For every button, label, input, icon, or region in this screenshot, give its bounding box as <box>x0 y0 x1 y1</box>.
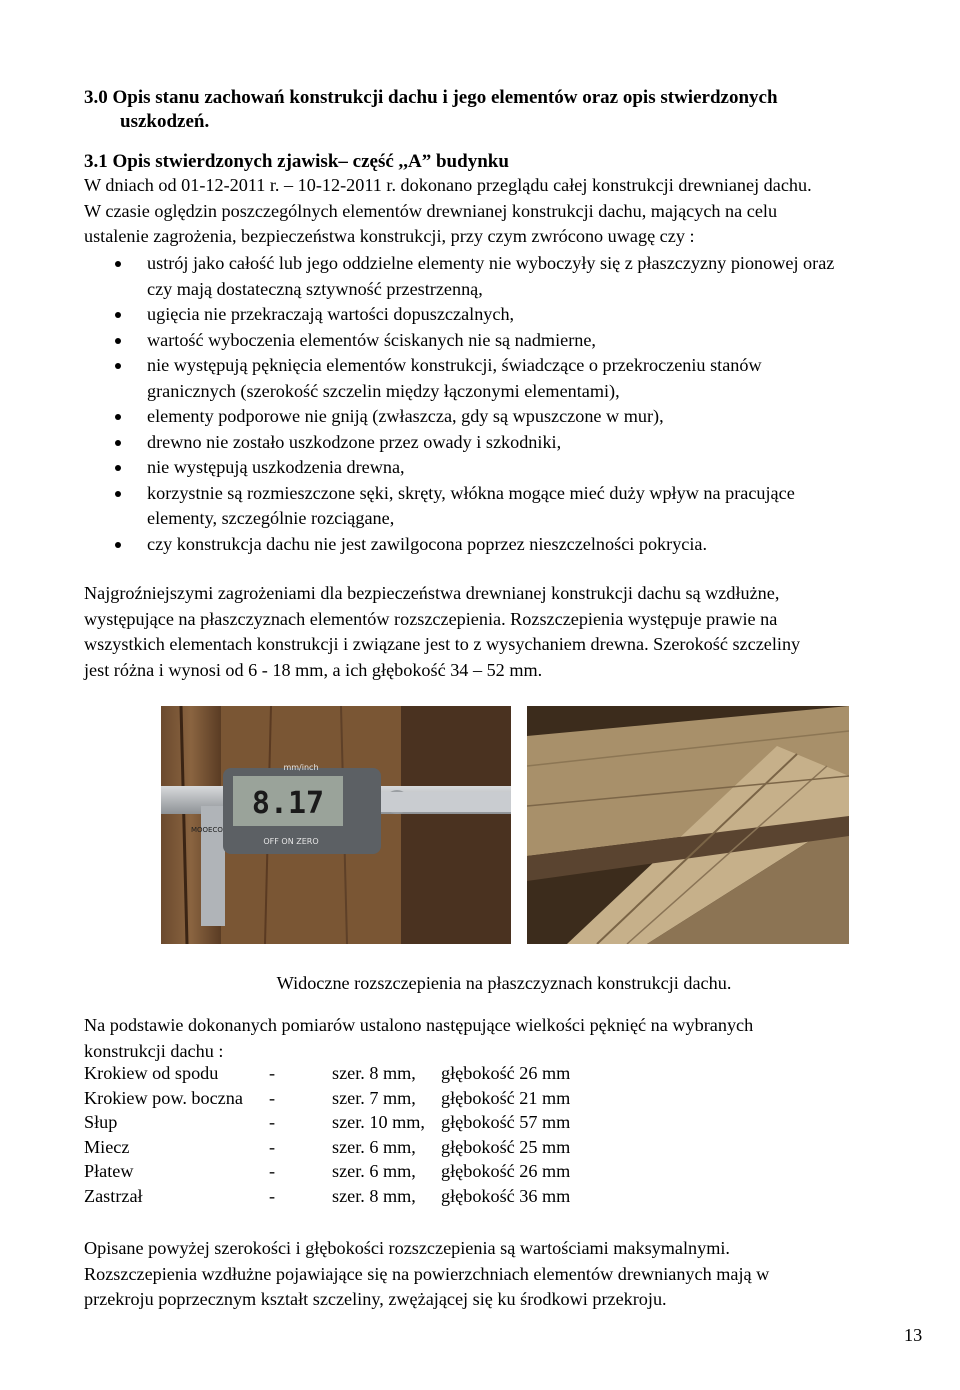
list-item <box>84 532 924 558</box>
para1-line-1: W czasie oględzin poszczególnych elementów drewnianej konstrukcji dachu, mających na celu <box>84 200 778 221</box>
paragraph-line: występujące na płaszczyznach elementów rozszczepienia. Rozszczepienia występuje prawie na <box>84 608 778 629</box>
paragraph-line: Na podstawie dokonanych pomiarów ustalono następujące wielkości pęknięć na wybranych <box>84 1015 754 1035</box>
element-name: Krokiew pow. boczna <box>84 1087 243 1108</box>
bullet-icon <box>115 440 121 446</box>
dash: - <box>269 1112 276 1132</box>
caliper-buttons-label: OFF ON ZERO <box>263 837 319 846</box>
subsection-heading: 3.1 Opis stwierdzonych zjawisk– część ,,A” budynku <box>84 151 509 172</box>
paragraph-line: jest różna i wynosi od 6 - 18 mm, a ich głębokość 34 – 52 mm. <box>84 659 543 680</box>
crack-width: szer. 8 mm, <box>332 1185 416 1206</box>
section-heading-line-1: 3.0 Opis stanu zachowań konstrukcji dachu i jego elementów oraz opis stwierdzonych <box>84 87 778 108</box>
dash: - <box>269 1136 276 1157</box>
closing-paragraph <box>84 1236 769 1313</box>
crack-width: szer. 6 mm, <box>332 1136 416 1157</box>
dash: - <box>269 1087 276 1108</box>
crack-width: szer. 8 mm, <box>332 1063 416 1083</box>
wood-split-photo <box>527 706 849 944</box>
hazard-paragraph <box>84 581 800 683</box>
list-item-text: granicznych (szerokość szczelin między łączonymi elementami), <box>147 380 620 401</box>
list-item-text: czy konstrukcja dachu nie jest zawilgocona poprzez nieszczelności pokrycia. <box>147 533 708 554</box>
list-item <box>84 404 924 430</box>
bullet-icon <box>115 312 121 318</box>
bullet-icon <box>115 261 121 267</box>
list-item <box>84 481 924 532</box>
crack-width: szer. 10 mm, <box>332 1112 425 1132</box>
photo-caption: Widoczne rozszczepienia na płaszczyznach konstrukcji dachu. <box>276 973 732 993</box>
element-name: Zastrzał <box>84 1185 143 1206</box>
list-item <box>84 353 924 404</box>
list-item <box>84 430 924 456</box>
bullet-icon <box>115 363 121 369</box>
list-item-text: nie występują uszkodzenia drewna, <box>147 457 405 477</box>
paragraph-line: konstrukcji dachu : <box>84 1040 224 1061</box>
crack-depth: głębokość 57 mm <box>441 1112 571 1132</box>
crack-width: szer. 6 mm, <box>332 1161 416 1181</box>
crack-depth: głębokość 26 mm <box>441 1161 571 1181</box>
element-name: Miecz <box>84 1136 130 1157</box>
bullet-icon <box>115 338 121 344</box>
list-item <box>84 455 924 481</box>
crack-depth: głębokość 36 mm <box>441 1185 571 1206</box>
list-item-text: ustrój jako całość lub jego oddzielne elementy nie wyboczyły się z płaszczyzny pionowej oraz <box>147 253 835 273</box>
caliper-photo-graphic <box>161 706 511 944</box>
checklist <box>84 251 924 557</box>
bullet-icon <box>115 414 121 420</box>
measurements-intro <box>84 1013 753 1064</box>
list-item-text: korzystnie są rozmieszczone sęki, skręty, włókna mogące mieć duży wpływ na pracujące <box>147 482 795 503</box>
paragraph-line: Najgroźniejszymi zagrożeniami dla bezpieczeństwa drewnianej konstrukcji dachu są wzdłużne, <box>84 583 780 603</box>
crack-width: szer. 7 mm, <box>332 1087 416 1108</box>
paragraph-line: Rozszczepienia wzdłużne pojawiające się na powierzchniach elementów drewnianych mają w <box>84 1263 770 1284</box>
paragraph-line: przekroju poprzecznym kształt szczeliny, zwężającej się ku środkowi przekroju. <box>84 1289 667 1309</box>
dash: - <box>269 1185 276 1206</box>
element-name: Słup <box>84 1112 118 1132</box>
wood-split-photo-graphic <box>527 706 849 944</box>
crack-depth: głębokość 25 mm <box>441 1136 571 1157</box>
page-number: 13 <box>904 1325 923 1345</box>
list-item-text: elementy, szczególnie rozciągane, <box>147 508 395 528</box>
crack-depth: głębokość 26 mm <box>441 1063 571 1083</box>
intro-line: W dniach od 01-12-2011 r. – 10-12-2011 r. dokonano przeglądu całej konstrukcji drewnianej dachu. <box>84 175 812 195</box>
measurements-table <box>84 1061 684 1211</box>
intro-paragraph <box>84 173 812 250</box>
paragraph-line: wszystkich elementach konstrukcji i związane jest to z wysychaniem drewna. Szerokość szczeliny <box>84 634 801 654</box>
paragraph-line: Opisane powyżej szerokości i głębokości rozszczepienia są wartościami maksymalnymi. <box>84 1238 730 1258</box>
list-item <box>84 302 924 328</box>
bullet-icon <box>115 465 121 471</box>
list-item-text: wartość wyboczenia elementów ściskanych nie są nadmierne, <box>147 329 596 350</box>
list-item <box>84 251 924 302</box>
caliper-brand: MOOECO <box>191 826 223 834</box>
list-item-text: nie występują pęknięcia elementów konstrukcji, świadczące o przekroczeniu stanów <box>147 355 762 375</box>
caliper-photo <box>161 706 511 944</box>
dash: - <box>269 1063 276 1083</box>
list-item <box>84 328 924 354</box>
list-item-text: drewno nie zostało uszkodzone przez owady i szkodniki, <box>147 431 562 452</box>
bullet-icon <box>115 491 121 497</box>
para1-line-2: ustalenie zagrożenia, bezpieczeństwa konstrukcji, przy czym zwrócono uwagę czy : <box>84 226 695 246</box>
list-item-text: elementy podporowe nie gniją (zwłaszcza, gdy są wpuszczone w mur), <box>147 406 664 426</box>
crack-depth: głębokość 21 mm <box>441 1087 571 1108</box>
element-name: Krokiew od spodu <box>84 1063 219 1083</box>
caliper-unit-label: mm/inch <box>283 763 319 772</box>
dash: - <box>269 1161 276 1181</box>
element-name: Płatew <box>84 1161 134 1181</box>
caliper-readout: 8.17 <box>251 786 325 821</box>
section-heading-line-2: uszkodzeń. <box>120 111 210 132</box>
section-heading <box>84 86 778 134</box>
list-item-text: czy mają dostateczną sztywność przestrzenną, <box>147 278 483 299</box>
bullet-icon <box>115 542 121 548</box>
list-item-text: ugięcia nie przekraczają wartości dopuszczalnych, <box>147 304 515 324</box>
